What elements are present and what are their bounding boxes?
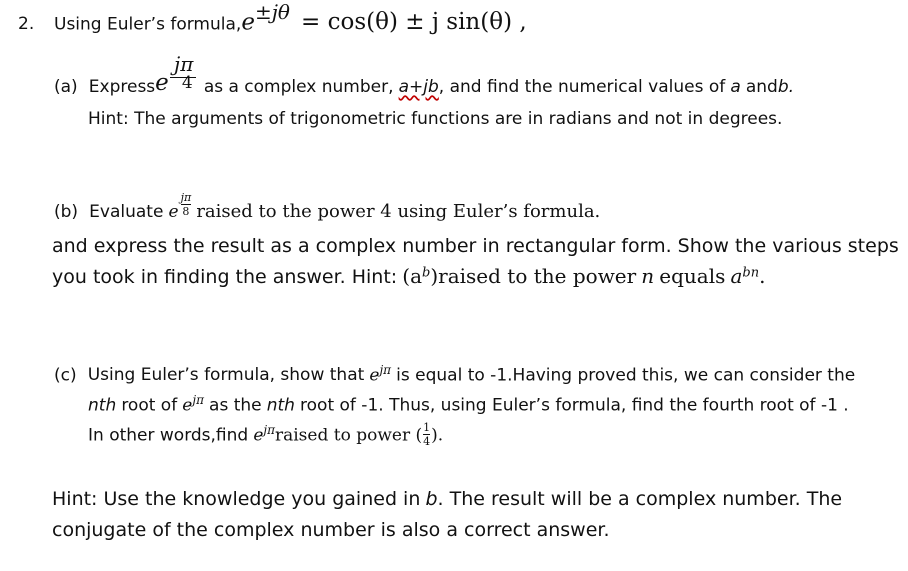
part-b-period: . (759, 264, 766, 288)
part-c-exp-3: jπ (263, 423, 275, 437)
part-c-line3-pre: In other words,find (88, 425, 249, 446)
part-c-e-3: e (253, 425, 264, 446)
euler-base: e (241, 9, 255, 36)
part-a-hint: Hint: The arguments of trigonometric functions are in radians and not in degrees. (88, 109, 783, 129)
part-b-evaluate: Evaluate (89, 202, 164, 222)
problem-number: 2. (18, 14, 35, 34)
part-b-exponent-fraction (181, 192, 192, 217)
part-b-line3-text: you took in finding the answer. Hint: (52, 266, 398, 288)
final-hint-pre: Hint: Use the knowledge you gained in (52, 488, 421, 510)
part-c-line2 (88, 393, 849, 415)
part-b-var-a: a (730, 264, 743, 288)
part-b-var-n: n (641, 264, 655, 288)
part-b-line2: and express the result as a complex number in rectangular form. Show the various steps (52, 235, 899, 257)
part-c-raised-text: raised to power ( (274, 425, 423, 446)
part-c-label: (c) (54, 365, 77, 386)
part-b-equals: equals (659, 264, 726, 288)
part-c-line3-close: ). (431, 425, 444, 446)
euler-exponent: ±jθ (254, 0, 290, 24)
part-a-exponent-denominator: 4 (181, 73, 193, 93)
part-b-exp-bn: bn (742, 265, 760, 281)
final-hint-line2: conjugate of the complex number is also a correct answer. (52, 519, 610, 541)
part-c-line2-post: as the (209, 395, 262, 416)
final-hint-b: b (425, 488, 438, 510)
part-a-e: e (155, 70, 169, 96)
part-c-e-2: e (182, 395, 193, 416)
part-c-line1-pre: Using Euler’s formula, show that (87, 365, 365, 386)
part-b-raised-text: raised to the power (438, 264, 637, 288)
part-b-exponent-denominator: 8 (182, 205, 190, 218)
final-hint-post: . The result will be a complex number. The (437, 488, 843, 510)
intro-text: Using Euler’s formula, (54, 14, 242, 35)
part-a-express: Express (88, 77, 156, 97)
final-hint-line1 (52, 488, 842, 510)
part-c-e: e (369, 365, 380, 386)
part-b-text1: raised to the power 4 using Euler’s formula. (196, 201, 601, 222)
part-c-line1 (54, 363, 855, 385)
part-a-text2: , and find the numerical values of (438, 77, 726, 97)
part-a-text1: as a complex number, (203, 77, 394, 97)
part-c-frac-den: 4 (423, 435, 431, 449)
part-c-nth-1: nth (88, 395, 117, 416)
part-b-exponent-numerator: jπ (180, 191, 192, 204)
euler-formula-line (54, 0, 527, 36)
part-c-nth-2: nth (266, 395, 295, 416)
part-a-line1 (54, 72, 794, 98)
part-a-exponent-numerator: jπ (174, 52, 194, 76)
part-c-exp: jπ (379, 363, 392, 377)
part-c-line2-mid: root of (121, 395, 178, 416)
part-c-line1-post: is equal to -1.Having proved this, we can consider the (396, 365, 856, 386)
part-c-frac-num: 1 (423, 421, 431, 435)
part-c-exp-2: jπ (192, 393, 204, 407)
part-b-paren-close: ) (430, 264, 439, 288)
part-c-fraction (423, 422, 430, 447)
part-c-line3 (88, 423, 443, 448)
part-b-label: (b) (54, 202, 79, 222)
part-b-line3 (52, 264, 765, 288)
part-a-a-plus-jb: a+jb (398, 77, 439, 97)
part-a-var-a: a (730, 77, 741, 97)
part-b-e: e (168, 202, 179, 222)
part-a-and: and (745, 77, 778, 97)
euler-rhs: = cos(θ) ± j sin(θ) , (301, 9, 527, 36)
part-a-label: (a) (54, 77, 78, 97)
part-c-line2-end: root of -1. Thus, using Euler’s formula, find the fourth root of -1 . (300, 395, 849, 416)
part-a-var-b: b. (777, 77, 795, 97)
part-b-paren-a: (a (402, 264, 423, 288)
part-b-exp-b: b (422, 265, 431, 281)
